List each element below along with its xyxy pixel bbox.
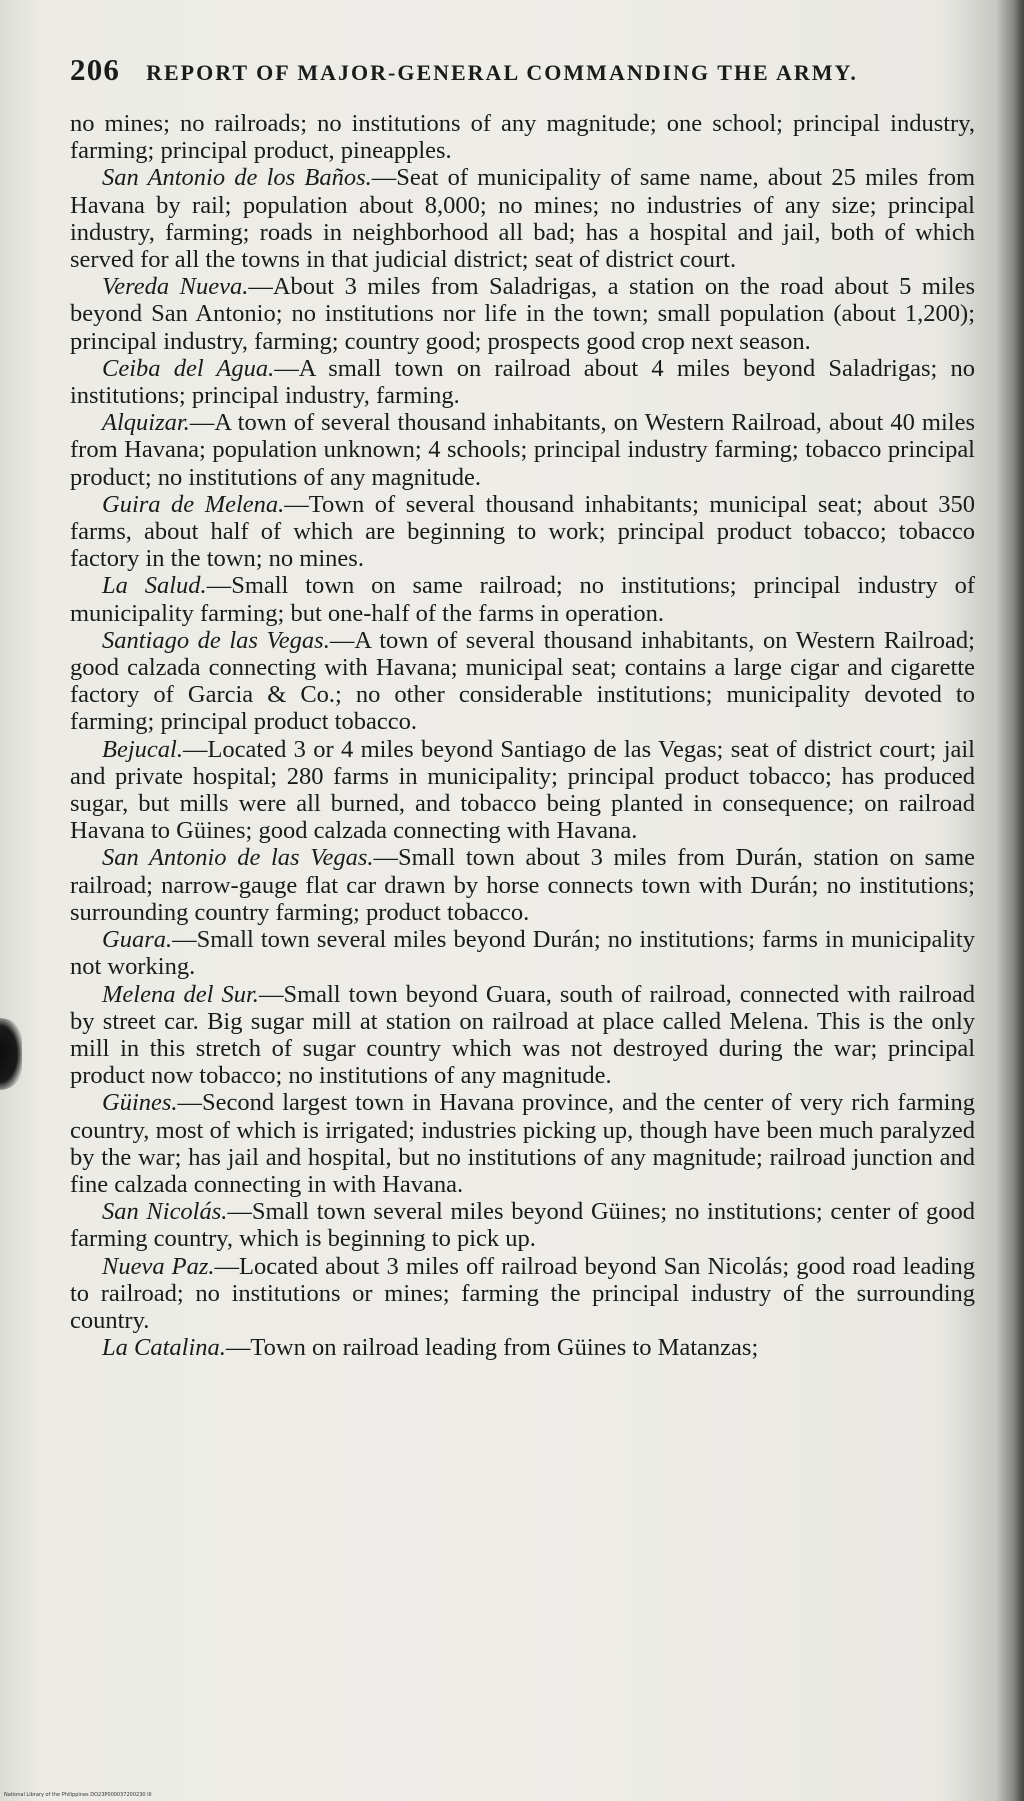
entry-paragraph <box>70 627 975 736</box>
entry-paragraph <box>70 1198 975 1252</box>
place-name: Bejucal. <box>102 735 183 763</box>
entry-text: —Located about 3 miles off railroad beyond San Nicolás; good road leading to railroad; no institutions or mines; farming the principal industry of the surrounding country. <box>70 1252 975 1334</box>
entry-text: —A town of several thousand inhabitants, on Western Railroad; good calzada connecting with Havana; municipal seat; contains a large cigar and cigarette factory of Garcia & Co.; no other considerable institutions; municipality devoted to farming; principal product tobacco. <box>70 626 975 736</box>
place-name: Guira de Melena. <box>102 490 285 518</box>
running-head: REPORT OF MAJOR-GENERAL COMMANDING THE ARMY. <box>146 60 858 85</box>
entry-text: —Located 3 or 4 miles beyond Santiago de las Vegas; seat of district court; jail and private hospital; 280 farms in municipality; principal product tobacco; has produced sugar, but mills were all burned, and tobacco being planted in consequence; on railroad Havana to Güines; good calzada connecting with Havana. <box>70 735 975 845</box>
place-name: La Catalina. <box>102 1334 226 1362</box>
place-name: Melena del Sur. <box>102 980 259 1008</box>
entry-text: —Small town beyond Guara, south of railroad, connected with railroad by street car. Big sugar mill at station on railroad at place called Melena. This is the only mill in this stretch of sugar country which was not destroyed during the war; principal product now tobacco; no institutions of any magnitude. <box>70 980 975 1090</box>
entry-text: —About 3 miles from Saladrigas, a station on the road about 5 miles beyond San Antonio; no institutions nor life in the town; small population (about 1,200); principal industry, farming; country good; prospects good crop next season. <box>70 273 975 355</box>
entry-paragraph <box>70 981 975 1090</box>
entry-text: —Small town about 3 miles from Durán, station on same railroad; narrow-gauge flat car drawn by horse connects town with Durán; no institutions; surrounding country farming; product tobacco. <box>70 844 975 926</box>
entry-text: —A small town on railroad about 4 miles beyond Saladrigas; no institutions; principal industry, farming. <box>70 354 975 410</box>
place-name: San Antonio de los Baños. <box>102 164 372 192</box>
entries-list <box>70 164 975 1361</box>
place-name: Nueva Paz. <box>102 1252 215 1280</box>
entry-text: —Town of several thousand inhabitants; municipal seat; about 350 farms, about half of which are beginning to work; principal product tobacco; tobacco factory in the town; no mines. <box>70 490 976 573</box>
entry-paragraph <box>70 1253 975 1335</box>
entry-paragraph <box>70 844 975 926</box>
entry-paragraph <box>70 736 975 845</box>
place-name: San Nicolás. <box>102 1198 228 1226</box>
place-name: Alquizar. <box>102 409 190 437</box>
place-name: Guara. <box>102 926 173 954</box>
place-name: Güines. <box>102 1089 178 1117</box>
entry-paragraph <box>70 1334 975 1361</box>
entry-paragraph <box>70 491 975 573</box>
place-name: Santiago de las Vegas. <box>102 626 330 654</box>
page-header <box>70 52 970 88</box>
entry-paragraph <box>70 164 975 273</box>
place-name: La Salud. <box>102 572 207 600</box>
entry-text: —Seat of municipality of same name, about 25 miles from Havana by rail; population about 8,000; no mines; no industries of any size; principal industry, farming; roads in neighborhood all bad; has a hospital and jail, both of which served for all the towns in that judicial district; seat of district court. <box>70 164 976 274</box>
library-footer: National Library of the Philippines DO23P000037200230 III <box>4 1792 152 1798</box>
body-text <box>70 110 975 1361</box>
page-number: 206 <box>70 52 121 87</box>
entry-paragraph <box>70 926 975 980</box>
entry-paragraph <box>70 572 975 626</box>
place-name: San Antonio de las Vegas. <box>102 844 374 872</box>
place-name: Ceiba del Agua. <box>102 354 275 382</box>
place-name: Vereda Nueva. <box>102 273 249 301</box>
entry-paragraph <box>70 355 975 409</box>
entry-text: —Small town several miles beyond Durán; no institutions; farms in municipality not working. <box>70 926 975 981</box>
entry-text: —A town of several thousand inhabitants, on Western Railroad, about 40 miles from Havana; population unknown; 4 schools; principal industry farming; tobacco principal product; no institutions of any magnitude. <box>70 409 975 491</box>
opening-paragraph: no mines; no railroads; no institutions of any magnitude; one school; principal industry, farming; principal product, pineapples. <box>70 110 975 165</box>
entry-paragraph <box>70 1089 975 1198</box>
entry-text: —Town on railroad leading from Güines to Matanzas; <box>225 1334 759 1362</box>
entry-text: —Small town several miles beyond Güines; no institutions; center of good farming country, which is beginning to pick up. <box>70 1198 975 1253</box>
binding-mark <box>0 1018 22 1090</box>
entry-paragraph <box>70 409 975 491</box>
entry-text: —Small town on same railroad; no institutions; principal industry of municipality farming; but one-half of the farms in operation. <box>70 572 975 627</box>
page-edge-shadow <box>996 0 1024 1801</box>
entry-paragraph <box>70 273 975 355</box>
entry-text: —Second largest town in Havana province, and the center of very rich farming country, most of which is irrigated; industries picking up, though have been much paralyzed by the war; has jail and hospital, but no institutions of any magnitude; railroad junction and fine calzada connecting in with Havana. <box>70 1089 975 1198</box>
